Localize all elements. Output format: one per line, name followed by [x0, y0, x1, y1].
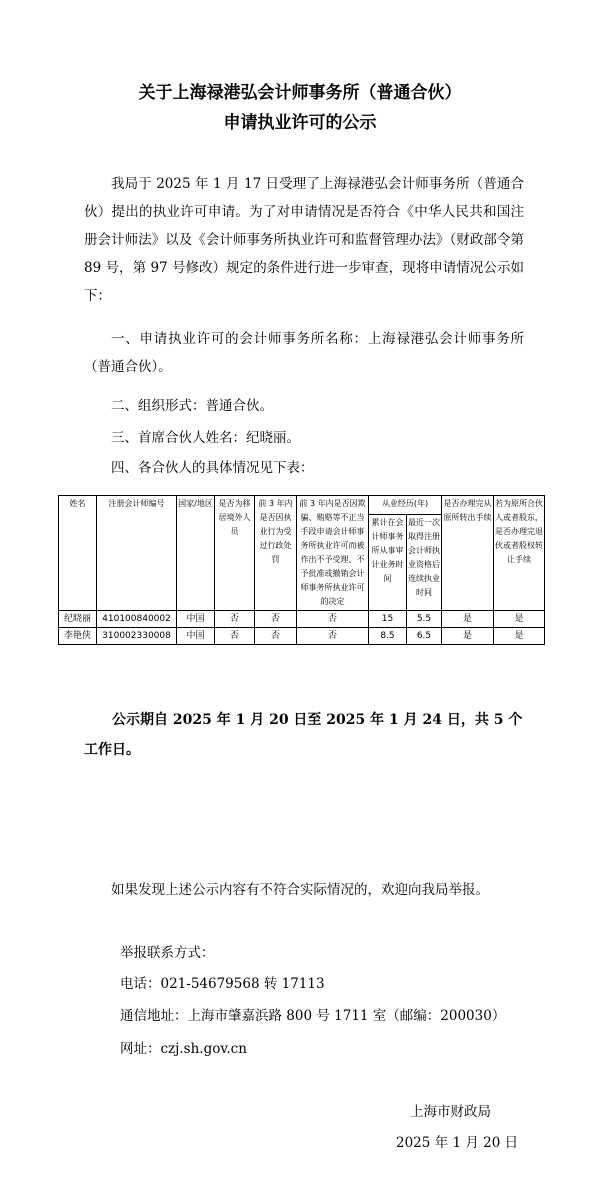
cell-transfer: 是 [442, 628, 494, 645]
item-partners-table-intro: 四、各合伙人的具体情况见下表： [111, 460, 314, 476]
item-chief-partner: 三、首席合伙人姓名：纪晓丽。 [111, 430, 300, 446]
header-experience-total: 累计在会计师事务所从事审计业务时间 [369, 514, 407, 610]
issuer: 上海市财政局 [410, 1104, 491, 1120]
title-line-2: 申请执业许可的公示 [223, 113, 377, 133]
cell-experience-total: 15 [369, 611, 407, 628]
item-organization-form: 二、组织形式：普通合伙。 [111, 398, 273, 414]
cell-name: 纪晓丽 [59, 611, 97, 628]
contact-phone: 电话：021-54679568 转 17113 [120, 976, 325, 992]
cell-transfer: 是 [442, 611, 494, 628]
cell-cpa-number: 410100840002 [97, 611, 177, 628]
partners-table [58, 495, 545, 645]
title-line-1: 关于上海禄港弘会计师事务所（普通合伙） [138, 83, 462, 103]
cell-country: 中国 [177, 628, 215, 645]
cell-experience-recent: 6.5 [407, 628, 442, 645]
cell-penalty: 否 [255, 611, 297, 628]
table-row [59, 628, 545, 645]
cell-experience-recent: 5.5 [407, 611, 442, 628]
header-name: 姓名 [59, 496, 97, 611]
publicity-period: 公示期自 2025 年 1 月 20 日至 2025 年 1 月 24 日，共 5 个工作日。 [84, 712, 523, 758]
item-firm-name: 一、申请执业许可的会计师事务所名称：上海禄港弘会计师事务所（普通合伙）。 [84, 331, 524, 375]
header-cpa-number: 注册会计师编号 [97, 496, 177, 611]
report-paragraph: 如果发现上述公示内容有不符合实际情况的，欢迎向我局举报。 [111, 882, 489, 898]
cell-former-partner: 是 [494, 628, 545, 645]
cell-experience-total: 8.5 [369, 628, 407, 645]
contact-website: 网址：czj.sh.gov.cn [120, 1041, 247, 1057]
header-overseas: 是否为移居境外人员 [215, 496, 255, 611]
cell-overseas: 否 [215, 628, 255, 645]
cell-name: 李艳侠 [59, 628, 97, 645]
header-fraud: 前 3 年内是否因欺骗、贿赂等不正当手段申请会计师事务所执业许可而被作出不予受理、不予批准或撤销会计师事务所执业许可的决定 [297, 496, 369, 611]
issue-date: 2025 年 1 月 20 日 [396, 1135, 519, 1151]
contact-address: 通信地址：上海市肇嘉浜路 800 号 1711 室（邮编：200030） [120, 1008, 506, 1024]
intro-paragraph: 我局于 2025 年 1 月 17 日受理了上海禄港弘会计师事务所（普通合伙）提出的执业许可申请。为了对申请情况是否符合《中华人民共和国注册会计师法》以及《会计师事务所执业许可和监督管理办法》（财政部令第 89 号，第 97 号修改）规定的条件进行进一步审查，现将申请情况公示如下： [84, 176, 524, 304]
header-penalty: 前 3 年内是否因执业行为受过行政处罚 [255, 496, 297, 611]
cell-penalty: 否 [255, 628, 297, 645]
cell-fraud: 否 [297, 628, 369, 645]
cell-country: 中国 [177, 611, 215, 628]
header-experience-recent: 最近一次取得注册会计师执业资格后连续执业时间 [407, 514, 442, 610]
cell-former-partner: 是 [494, 611, 545, 628]
cell-overseas: 否 [215, 611, 255, 628]
cell-cpa-number: 310002330008 [97, 628, 177, 645]
header-transfer: 是否办理完从原所转出手续 [442, 496, 494, 611]
header-country: 国家/地区 [177, 496, 215, 611]
header-experience: 从业经历(年) [369, 496, 442, 515]
table-row [59, 611, 545, 628]
cell-fraud: 否 [297, 611, 369, 628]
contact-heading: 举报联系方式： [120, 945, 215, 961]
header-former-partner: 若为原所合伙人或者股东，是否办理完退伙或者股权转让手续 [494, 496, 545, 611]
